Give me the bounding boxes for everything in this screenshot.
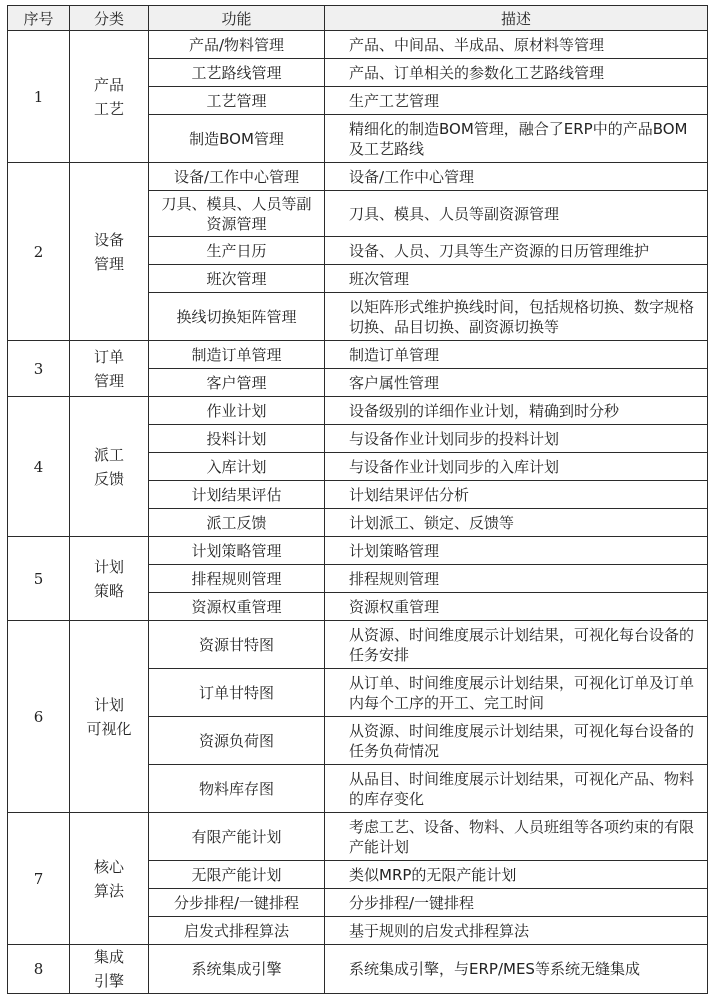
function-cell: 启发式排程算法 <box>149 917 325 945</box>
category-cell <box>70 31 149 163</box>
seq-cell: 3 <box>8 341 70 397</box>
function-cell: 投料计划 <box>149 425 325 453</box>
table-body <box>8 31 708 994</box>
category-cell <box>70 163 149 341</box>
function-cell: 派工反馈 <box>149 509 325 537</box>
description-cell: 班次管理 <box>325 265 708 293</box>
function-cell: 作业计划 <box>149 397 325 425</box>
seq-cell: 4 <box>8 397 70 537</box>
seq-cell: 2 <box>8 163 70 341</box>
description-cell: 计划派工、锁定、反馈等 <box>325 509 708 537</box>
category-line: 管理 <box>93 254 124 273</box>
category-line: 订单 <box>93 347 124 366</box>
table-row <box>8 537 708 565</box>
function-cell: 系统集成引擎 <box>149 945 325 994</box>
description-cell: 从资源、时间维度展示计划结果，可视化每台设备的任务安排 <box>325 621 708 669</box>
feature-table <box>7 5 708 994</box>
function-cell: 资源负荷图 <box>149 717 325 765</box>
category-line: 集成 <box>93 948 124 966</box>
feature-table-container <box>7 5 707 994</box>
header-seq: 序号 <box>8 6 70 31</box>
seq-cell: 7 <box>8 813 70 945</box>
description-cell: 以矩阵形式维护换线时间，包括规格切换、数字规格切换、品目切换、副资源切换等 <box>325 293 708 341</box>
function-cell: 生产日历 <box>149 237 325 265</box>
header-row <box>8 6 708 31</box>
description-cell: 系统集成引擎，与ERP/MES等系统无缝集成 <box>325 945 708 994</box>
category-line: 计划 <box>93 557 124 576</box>
function-cell: 物料库存图 <box>149 765 325 813</box>
description-cell: 精细化的制造BOM管理，融合了ERP中的产品BOM及工艺路线 <box>325 115 708 163</box>
description-cell: 制造订单管理 <box>325 341 708 369</box>
function-cell: 计划策略管理 <box>149 537 325 565</box>
function-cell: 制造订单管理 <box>149 341 325 369</box>
seq-cell: 1 <box>8 31 70 163</box>
table-row <box>8 31 708 59</box>
function-cell: 订单甘特图 <box>149 669 325 717</box>
category-line: 反馈 <box>93 469 124 488</box>
category-line: 管理 <box>93 371 124 390</box>
description-cell: 资源权重管理 <box>325 593 708 621</box>
function-cell: 排程规则管理 <box>149 565 325 593</box>
description-cell: 类似MRP的无限产能计划 <box>325 861 708 889</box>
table-row <box>8 813 708 861</box>
function-cell: 刀具、模具、人员等副资源管理 <box>149 191 325 237</box>
function-cell: 有限产能计划 <box>149 813 325 861</box>
description-cell: 生产工艺管理 <box>325 87 708 115</box>
description-cell: 产品、中间品、半成品、原材料等管理 <box>325 31 708 59</box>
category-line: 派工 <box>93 445 124 464</box>
description-cell: 与设备作业计划同步的入库计划 <box>325 453 708 481</box>
description-cell: 刀具、模具、人员等副资源管理 <box>325 191 708 237</box>
description-cell: 基于规则的启发式排程算法 <box>325 917 708 945</box>
category-cell <box>70 341 149 397</box>
category-line: 计划 <box>93 695 124 714</box>
header-description: 描述 <box>325 6 708 31</box>
category-line: 工艺 <box>93 99 124 118</box>
function-cell: 产品/物料管理 <box>149 31 325 59</box>
function-cell: 计划结果评估 <box>149 481 325 509</box>
description-cell: 从订单、时间维度展示计划结果，可视化订单及订单内每个工序的开工、完工时间 <box>325 669 708 717</box>
function-cell: 资源甘特图 <box>149 621 325 669</box>
function-cell: 入库计划 <box>149 453 325 481</box>
seq-cell: 5 <box>8 537 70 621</box>
function-cell: 资源权重管理 <box>149 593 325 621</box>
function-cell: 工艺管理 <box>149 87 325 115</box>
description-cell: 考虑工艺、设备、物料、人员班组等各项约束的有限产能计划 <box>325 813 708 861</box>
description-cell: 设备、人员、刀具等生产资源的日历管理维护 <box>325 237 708 265</box>
function-cell: 设备/工作中心管理 <box>149 163 325 191</box>
category-cell <box>70 537 149 621</box>
description-cell: 设备/工作中心管理 <box>325 163 708 191</box>
category-line: 算法 <box>93 881 124 900</box>
function-cell: 制造BOM管理 <box>149 115 325 163</box>
header-function: 功能 <box>149 6 325 31</box>
table-row <box>8 621 708 669</box>
description-cell: 客户属性管理 <box>325 369 708 397</box>
table-row <box>8 341 708 369</box>
function-cell: 分步排程/一键排程 <box>149 889 325 917</box>
function-cell: 客户管理 <box>149 369 325 397</box>
function-cell: 无限产能计划 <box>149 861 325 889</box>
description-cell: 计划结果评估分析 <box>325 481 708 509</box>
function-cell: 工艺路线管理 <box>149 59 325 87</box>
header-category: 分类 <box>70 6 149 31</box>
seq-cell: 6 <box>8 621 70 813</box>
description-cell: 分步排程/一键排程 <box>325 889 708 917</box>
category-line: 设备 <box>93 230 124 249</box>
category-line: 引擎 <box>93 972 124 990</box>
category-cell <box>70 813 149 945</box>
description-cell: 从资源、时间维度展示计划结果，可视化每台设备的任务负荷情况 <box>325 717 708 765</box>
seq-cell: 8 <box>8 945 70 994</box>
table-header <box>8 6 708 31</box>
category-line: 可视化 <box>86 719 132 738</box>
description-cell: 产品、订单相关的参数化工艺路线管理 <box>325 59 708 87</box>
function-cell: 班次管理 <box>149 265 325 293</box>
table-row <box>8 945 708 994</box>
description-cell: 设备级别的详细作业计划，精确到时分秒 <box>325 397 708 425</box>
description-cell: 排程规则管理 <box>325 565 708 593</box>
table-row <box>8 163 708 191</box>
description-cell: 从品目、时间维度展示计划结果，可视化产品、物料的库存变化 <box>325 765 708 813</box>
category-line: 产品 <box>93 75 124 94</box>
function-cell: 换线切换矩阵管理 <box>149 293 325 341</box>
category-cell <box>70 397 149 537</box>
category-cell <box>70 621 149 813</box>
description-cell: 与设备作业计划同步的投料计划 <box>325 425 708 453</box>
category-cell <box>70 945 149 994</box>
category-line: 策略 <box>93 581 124 600</box>
table-row <box>8 397 708 425</box>
description-cell: 计划策略管理 <box>325 537 708 565</box>
category-line: 核心 <box>93 857 124 876</box>
